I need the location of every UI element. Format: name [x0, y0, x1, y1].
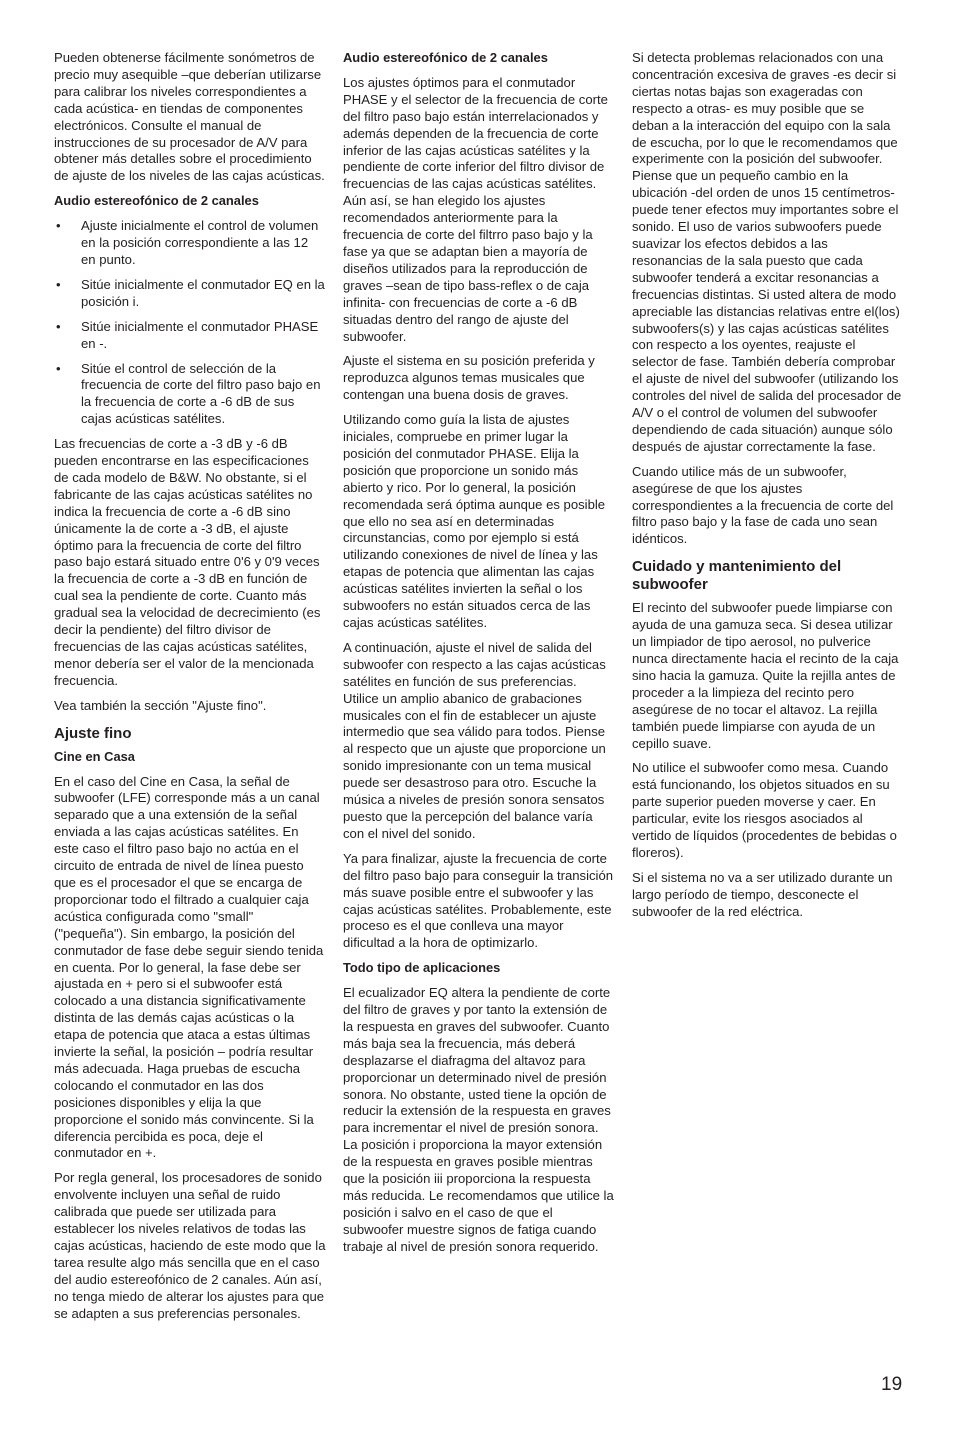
- page-number: 19: [881, 1374, 903, 1395]
- heading-care-maintenance: Cuidado y mantenimiento del subwoofer: [632, 558, 842, 594]
- see-also-paragraph: Vea también la sección "Ajuste fino".: [54, 697, 267, 713]
- list-item-text: Ajuste inicialmente el control de volumen en la posición correspondiente a las 12 en punto.: [81, 218, 319, 267]
- list-item-text: Sitúe inicialmente el conmutador PHASE en -.: [81, 318, 319, 351]
- list-item-text: Sitúe el control de selección de la frecuencia de corte del filtro paso bajo en la frecuencia de corte a -6 dB de sus cajas acústicas satélites.: [81, 360, 321, 427]
- column-right: [632, 50, 902, 929]
- multiple-subwoofers-paragraph: Cuando utilice más de un subwoofer, asegúrese de que los ajustes correspondientes a la frecuencia de corte del filtro paso bajo y la fase de cada uno sean idénticos.: [632, 463, 894, 547]
- bullet-icon: •: [56, 276, 61, 292]
- phase-check-paragraph: Utilizando como guía la lista de ajustes iniciales, compruebe en primer lugar la posición del conmutador PHASE. Elija la posición que proporcione un sonido más abierto y rico. Por lo general, la posición recomendada será óptima aunque es posible que ello no sea así en determinadas circunstancias, como por ejemplo si está utilizando conexiones de nivel de línea y las etapas de potencia que alimentan las cajas acústicas satélites invierten la señal o los subwoofers no están situados cerca de las cajas acústicas satélites.: [343, 412, 606, 630]
- surround-processor-paragraph: Por regla general, los procesadores de sonido envolvente incluyen una señal de ruido calibrada que puede ser utilizada para establecer los niveles relativos de todas las cajas acústicas, haciendo de este modo que la tarea resulte algo más sencilla que en el caso del audio estereofónico de 2 canales. Aún así, no tenga miedo de alterar los ajustes para que se adapten a sus preferencias personales.: [54, 1170, 326, 1321]
- eq-paragraph: El ecualizador EQ altera la pendiente de corte del filtro de graves y por tanto la extensión de la respuesta en graves del subwoofer. Cuanto más baja sea la frecuencia, más deberá desplazarse el diafragma del altavoz para proporcionar un determinado nivel de presión sonora. No obstante, usted tiene la opción de reducir la extensión de la respuesta en graves para incrementar el nivel de presión sonora. La posición i proporciona la mayor extensión de la respuesta en graves posible mientras que la posición iii proporciona la respuesta más reducida. Le recomendamos que utilice la posición i salvo en el caso de que el subwoofer muestre signos de fatiga cuando trabaje al nivel de presión sonora requerido.: [343, 985, 614, 1254]
- cutoff-frequency-paragraph: Las frecuencias de corte a -3 dB y -6 dB pueden encontrarse en las especificaciones de cada modelo de B&W. No obstante, si el fabricante de las cajas acústicas satélites no indica la frecuencia de corte a -6 dB sino únicamente la de corte a -3 dB, el ajuste óptimo para la frecuencia de corte del filtro paso bajo estará situado entre 0'6 y 0'9 veces la frecuencia de corte a -3 dB en función de cual sea la pendiente de corte. Cuanto más gradual sea la velocidad de decrecimiento (es decir la pendiente) del filtro divisor de frecuencias de las cajas acústicas satélites, menor debería ser el valor de la mencionada frecuencia.: [54, 436, 321, 688]
- subheading-stereo: Audio estereofónico de 2 canales: [343, 50, 548, 65]
- bullet-icon: •: [56, 318, 61, 334]
- not-a-table-paragraph: No utilice el subwoofer como mesa. Cuando está funcionando, los objetos situados en su parte superior pueden moverse y caer. En particular, evite los riesgos asociados al vertido de líquidos (procedentes de bebidas o floreros).: [632, 760, 897, 860]
- list-item-text: Sitúe inicialmente el conmutador EQ en la posición i.: [81, 276, 325, 309]
- crossover-paragraph: Ya para finalizar, ajuste la frecuencia de corte del filtro paso bajo para conseguir la transición más suave posible entre el subwoofer y las cajas acústicas satélites. Probablemente, este proceso es el que conlleva una mayor dificultad a la hora de optimizarlo.: [343, 850, 614, 951]
- cleaning-paragraph: El recinto del subwoofer puede limpiarse con ayuda de una gamuza seca. Si desea utilizar un limpiador de tipo aerosol, no pulverice nunca directamente hacia el recinto de la caja sino hacia la gamuza. Quite la rejilla antes de proceder a la limpieza del recinto pero asegúrese de no tocar el altavoz. La rejilla también puede limpiarse con ayuda de un cepillo suave.: [632, 600, 899, 751]
- bullet-icon: •: [56, 360, 61, 376]
- disconnect-paragraph: Si el sistema no va a ser utilizado durante un largo período de tiempo, desconecte el subwoofer de la red eléctrica.: [632, 869, 893, 919]
- list-item: [54, 361, 326, 429]
- subheading-stereo: Audio estereofónico de 2 canales: [54, 193, 259, 209]
- column-left: [54, 50, 326, 1331]
- subheading-home-cinema: Cine en Casa: [54, 748, 135, 764]
- list-item: [54, 218, 326, 269]
- home-cinema-paragraph: En el caso del Cine en Casa, la señal de subwoofer (LFE) corresponde más a un canal separado que a una extensión de la señal enviada a las cajas acústicas satélites. En este caso el filtro paso bajo no actúa en el circuito de entrada de nivel de línea puesto que es el procesador el que se encarga de proporcionar todo el filtrado a cualquier caja acústica configurada como "small" ("pequeña"). Sin embargo, la posición del conmutador de fase debe seguir siendo tenida en cuenta. Por lo general, la fase debe ser ajustada en + pero si el subwoofer está colocado a una distancia significativamente distinta de las demás cajas acústicas o la etapa de potencia que ataca a estas últimas invierte la señal, la posición – podría resultar más adecuada. Haga pruebas de escucha colocando el conmutador en las dos posiciones disponibles y elija la que proporcione el sonido más convincente. Si la diferencia percibida es poca, deje el conmutador en +.: [54, 773, 324, 1161]
- intro-paragraph: Pueden obtenerse fácilmente sonómetros de precio muy asequible –que deberían utilizarse para calibrar los niveles correspondientes a cada acústica- en tiendas de componentes electrónicos. Consulte el manual de instrucciones de su procesador de A/V para obtener más detalles sobre el procedimiento de ajuste de los niveles de las cajas acústicas.: [54, 50, 325, 184]
- initial-settings-list: [54, 218, 326, 428]
- bullet-icon: •: [56, 218, 61, 234]
- optimal-settings-paragraph: Los ajustes óptimos para el conmutador PHASE y el selector de la frecuencia de corte del filtro paso bajo están interrelacionados y además dependen de la frecuencia de corte inferior de las cajas acústicas satélites y la pendiente de corte inferior del filtro divisor de frecuencias de las cajas acústicas satélites. Aún así, se han elegido los ajustes recomendados anteriormente para la frecuencia de corte del filtrro paso bajo y la fase ya que se adaptan bien a mayoría de diseños utilizados para la reproducción de graves –sean de tipo bass-reflex o de caja infinita- con frecuencias de corte a -6 dB situadas dentro del rango de ajuste del subwoofer.: [343, 74, 608, 344]
- output-level-paragraph: A continuación, ajuste el nivel de salida del subwoofer con respecto a las cajas acústicas satélites en función de sus preferencias. Utilice un amplio abanico de grabaciones musicales con el fin de establecer un ajuste intermedio que sea válido para todos. Piense al respecto que un ajuste que proporcione un sonido impresionante con un tema musical puede ser desastroso para otro. Escuche la música a niveles de presión sonora sensatos puesto que la percepción del balance varía con el nivel del sonido.: [343, 639, 606, 841]
- heading-fine-tuning: Ajuste fino: [54, 724, 132, 742]
- list-item: [54, 319, 326, 353]
- subheading-all-applications: Todo tipo de aplicaciones: [343, 960, 501, 976]
- system-position-paragraph: Ajuste el sistema en su posición preferida y reproduzca algunos temas musicales que contengan una buena dosis de graves.: [343, 353, 595, 403]
- column-middle: [343, 50, 614, 1264]
- bass-problems-paragraph: Si detecta problemas relacionados con una concentración excesiva de graves -es decir si ciertas notas bajas son exageradas con respecto a otras- es muy posible que se deban a la interacción del equipo con la sala de escucha, por lo que le recomendamos que experimente con la posición del subwoofer. Piense que un pequeño cambio en la ubicación -del orden de unos 15 centímetros- puede tener efectos muy importantes sobre el sonido. El uso de varios subwoofers puede suavizar los efectos debidos a las resonancias de la sala puesto que cada subwoofer tenderá a excitar resonancias a frecuencias distintas. Si usted altera de modo apreciable las distancias relativas entre el(los) subwoofers(s) y las cajas acústicas satélites con respecto a los oyentes, reajuste el selector de fase. También debería comprobar el ajuste de nivel del subwoofer (utilizando los controles del nivel de salida del procesador de A/V o el control de volumen del subwoofer dependiendo de cada situación) aunque sólo después de ajustar correctamente la fase.: [632, 50, 902, 454]
- list-item: [54, 277, 326, 311]
